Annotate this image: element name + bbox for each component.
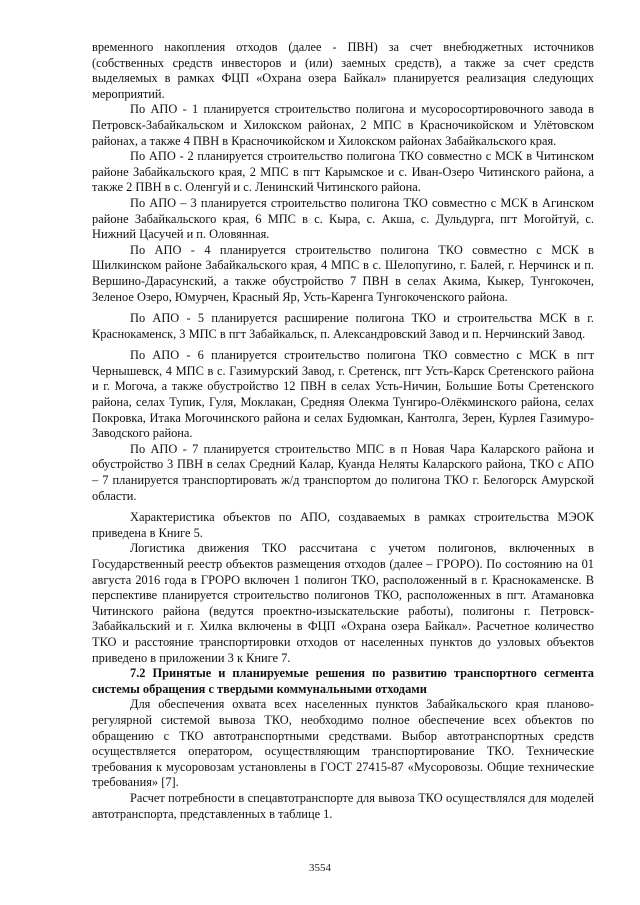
document-body (92, 40, 594, 822)
paragraph-characteristics: Характеристика объектов по АПО, создаваемых в рамках строительства МЭОК приведена в Книге 5. (92, 510, 594, 540)
paragraph-logistics: Логистика движения ТКО рассчитана с учетом полигонов, включенных в Государственный реестр объектов размещения отходов (далее – ГРОРО). По состоянию на 01 августа 2016 года в ГРОРО включен 1 полигон ТКО, расположенный в г. Краснокаменске. В перспективе планируется строительство полигонов ТКО, расположенных в пгт. Атамановка Читинского района (ведутся проектно-изыскательские работы), полигоны г. Петровск-Забайкальский и г. Хилка включены в ФЦП «Охрана озера Байкал». Расчетное количество ТКО и расстояние транспортировки отходов от населенных пунктов до узловых объектов приведено в приложении 3 к Книге 7. (92, 541, 594, 665)
paragraph-coverage: Для обеспечения охвата всех населенных пунктов Забайкальского края планово-регулярной системой вывоза ТКО, необходимо полное обеспечение всех объектов по обращению с ТКО автотранспортными средствами. Выбор автотранспортных средств осуществляется оператором, осуществляющим транспортирование ТКО. Технические требования к мусоровозам установлены в ГОСТ 27415-87 «Мусоровозы. Общие технические требования» [7]. (92, 697, 594, 790)
paragraph-continuation: временного накопления отходов (далее - ПВН) за счет внебюджетных источников (собственных средств инвесторов и (или) заемных средств), а также за счет средств выделяемых в рамках ФЦП «Охрана озера Байкал» планируется реализация следующих мероприятий. (92, 40, 594, 101)
paragraph-apo-1: По АПО - 1 планируется строительство полигона и мусоросортировочного завода в Петровск-Забайкальском и Хилокском районах, 2 МПС в Красночикойском и Улётовском районах, а также 4 ПВН в Красночикойском и Хилокском районах Забайкальского края. (92, 102, 594, 148)
paragraph-apo-3: По АПО – 3 планируется строительство полигона ТКО совместно с МСК в Агинском районе Забайкальского края, 6 МПС в с. Кыра, с. Акша, с. Дульдурга, пгт Могойтуй, с. Нижний Цасучей и п. Оловянная. (92, 195, 594, 242)
paragraph-apo-7: По АПО - 7 планируется строительство МПС в п Новая Чара Каларского района и обустройство 3 ПВН в селах Средний Калар, Куанда Неляты Каларского района, ТКО с АПО – 7 планируется транспортировать ж/д транспортом до полигона ТКО г. Белогорск Амурской области. (92, 441, 594, 503)
paragraph-apo-6: По АПО - 6 планируется строительство полигона ТКО совместно с МСК в пгт Чернышевск, 4 МПС в с. Газимурский Завод, г. Сретенск, пгт Усть-Карск Сретенского района и г. Могоча, а также обустройство 12 ПВН в селах Усть-Ничин, Большие Боты Сретенского района, селах Тупик, Гуля, Моклакан, Средняя Олекма Тунгиро-Олёкминского района, селах Покровка, Итака Могочинского района и селах Будюмкан, Кантолга, Зерен, Курлея Газимуро-Заводского района. (92, 348, 594, 441)
paragraph-apo-2: По АПО - 2 планируется строительство полигона ТКО совместно с МСК в Читинском районе Забайкальского края, 2 МПС в пгт Карымское и с. Иван-Озеро Читинского района, а также 2 ПВН в с. Оленгуй и с. Ленинский Читинского района. (92, 149, 594, 195)
paragraph-apo-5: По АПО - 5 планируется расширение полигона ТКО и строительства МСК в г. Краснокаменск, 3 МПС в пгт Забайкальск, п. Александровский Завод и п. Нерчинский Завод. (92, 311, 594, 341)
paragraph-vehicle-calc: Расчет потребности в спецавтотранспорте для вывоза ТКО осуществлялся для моделей автотранспорта, представленных в таблице 1. (92, 790, 594, 821)
section-heading: 7.2 Принятые и планируемые решения по развитию транспортного сегмента системы обращения с твердыми коммунальными отходами (92, 666, 594, 696)
paragraph-apo-4: По АПО - 4 планируется строительство полигона ТКО совместно с МСК в Шилкинском районе Забайкальского края, 4 МПС в с. Шелопугино, г. Балей, г. Нерчинск и п. Вершино-Дарасунский, а также обустройство 7 ПВН в селах Акима, Кыкер, Тунгокочен, Зеленое Озеро, Юмурчен, Красный Яр, Усть-Каренга Тунгокоченского района. (92, 242, 594, 304)
page-number: 3554 (309, 862, 331, 874)
